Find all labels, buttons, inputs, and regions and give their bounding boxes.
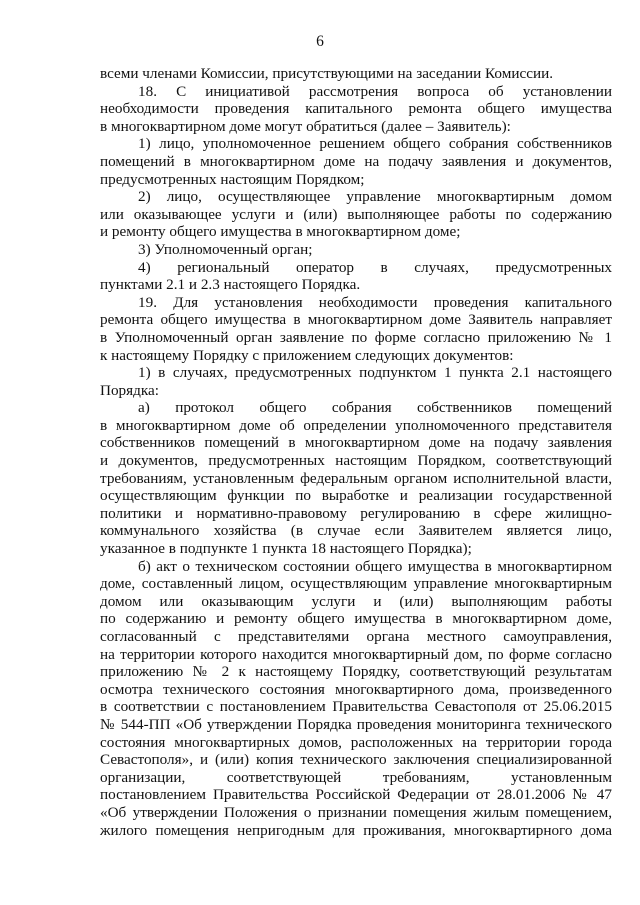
text-line: согласованный с представителями органа местного самоуправления, bbox=[100, 628, 612, 645]
text-line: и документов, предусмотренных настоящим Порядком, соответствующий bbox=[100, 452, 612, 470]
text-line: предусмотренных настоящим Порядком; bbox=[100, 170, 365, 188]
text-line: осмотра технического состояния многоквартирного дома, произведенного bbox=[100, 680, 612, 698]
text-line: требованиям, установленным федеральным органом исполнительной власти, bbox=[100, 469, 612, 487]
text-line: в соответствии с постановлением Правительства Севастополя от 25.06.2015 bbox=[100, 698, 612, 716]
text-line: постановлением Правительства Российской Федерации от 28.01.2006 № 47 bbox=[100, 786, 612, 804]
text-line: Севастополя», и (или) копия технического заключения специализированной bbox=[100, 751, 612, 769]
text-line: № 544-ПП «Об утверждении Порядка проведения мониторинга технического bbox=[100, 715, 612, 733]
text-line: пунктами 2.1 и 2.3 настоящего Порядка. bbox=[100, 276, 361, 294]
text-line: помещений в многоквартирном доме на подачу заявления и документов, bbox=[100, 152, 612, 170]
text-line: политики и нормативно-правовому регулированию в сфере жилищно- bbox=[100, 504, 612, 522]
text-line: доме, составленный лицом, осуществляющим управление многоквартирным bbox=[100, 575, 612, 593]
text-line: 1) в случаях, предусмотренных подпунктом 1 пункта 2.1 настоящего bbox=[138, 364, 612, 382]
text-line: собственников помещений в многоквартирном доме на подачу заявления bbox=[100, 434, 612, 452]
text-line: домом или оказывающим услуги и (или) выполняющим работы bbox=[100, 592, 612, 610]
text-line: приложению № 2 к настоящему Порядку, соответствующий результатам bbox=[100, 663, 612, 681]
text-line: по содержанию и ремонту общего имущества в многоквартирном доме, bbox=[100, 610, 612, 628]
text-line: 2) лицо, осуществляющее управление многоквартирным домом bbox=[138, 188, 612, 206]
text-line: 18. С инициативой рассмотрения вопроса об установлении bbox=[138, 82, 612, 100]
text-line: на территории которого находится многоквартирный дом, по форме согласно bbox=[100, 645, 612, 663]
text-line: 19. Для установления необходимости проведения капитального bbox=[138, 293, 612, 311]
text-line: и ремонту общего имущества в многоквартирном доме; bbox=[100, 223, 461, 241]
text-line: необходимости проведения капитального ремонта общего имущества bbox=[100, 100, 612, 118]
text-line: жилого помещения непригодным для проживания, многоквартирного дома bbox=[100, 821, 612, 839]
text-line: в многоквартирном доме об определении уполномоченного представителя bbox=[100, 416, 612, 434]
text-line: в многоквартирном доме могут обратиться (далее – Заявитель): bbox=[100, 117, 511, 135]
text-line: организации, соответствующей требованиям, установленным bbox=[100, 768, 612, 786]
text-line: осуществляющим функции по выработке и реализации государственной bbox=[100, 487, 612, 505]
text-line: всеми членами Комиссии, присутствующими на заседании Комиссии. bbox=[100, 65, 553, 82]
text-line: ремонта общего имущества в многоквартирном доме Заявитель направляет bbox=[100, 311, 612, 329]
text-line: коммунального хозяйства (в случае если Заявителем является лицо, bbox=[100, 522, 612, 540]
text-line: состояния многоквартирных домов, расположенных на территории города bbox=[100, 733, 612, 751]
document-body bbox=[100, 65, 612, 839]
text-line: или оказывающее услуги и (или) выполняющее работы по содержанию bbox=[100, 205, 612, 223]
text-line: к настоящему Порядку с приложением следующих документов: bbox=[100, 346, 514, 364]
text-line: Порядка: bbox=[100, 381, 159, 399]
text-line: 4) региональный оператор в случаях, предусмотренных bbox=[138, 258, 612, 276]
text-line: 3) Уполномоченный орган; bbox=[138, 240, 313, 258]
text-line: б) акт о техническом состоянии общего имущества в многоквартирном bbox=[138, 557, 612, 575]
text-line: а) протокол общего собрания собственников помещений bbox=[138, 399, 612, 417]
text-line: в Уполномоченный орган заявление по форме согласно приложению № 1 bbox=[100, 328, 612, 346]
text-line: указанное в подпункте 1 пункта 18 настоящего Порядка); bbox=[100, 540, 472, 558]
text-line: «Об утверждении Положения о признании помещения жилым помещением, bbox=[100, 803, 612, 821]
page-number: 6 bbox=[316, 33, 324, 50]
text-line: 1) лицо, уполномоченное решением общего собрания собственников bbox=[138, 135, 612, 153]
